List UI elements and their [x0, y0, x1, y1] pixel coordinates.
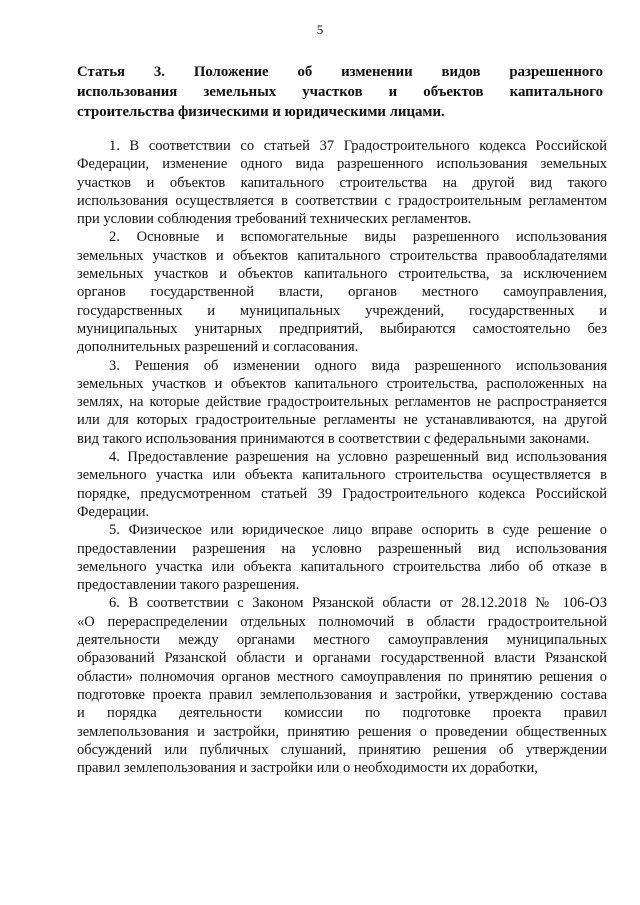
paragraph-line: муниципальных унитарных предприятий, выбираются самостоятельно без [77, 320, 607, 337]
paragraph-line: области» полномочия органов местного самоуправления по принятию решения о [77, 668, 607, 685]
paragraph-3 [77, 357, 607, 448]
paragraph-line: земельных участков и объектов капитального строительства правообладателями [77, 247, 607, 264]
paragraph-line: предоставлении такого разрешения. [77, 577, 300, 594]
paragraph-line: участков и объектов капитального строительства на другой вид такого [77, 174, 607, 191]
paragraph-line: 4. Предоставление разрешения на условно разрешенный вид использования [109, 449, 607, 466]
paragraph-line: 6. В соответствии с Законом Рязанской области от 28.12.2018 № 106-ОЗ [109, 595, 607, 612]
paragraph-line: и порядка деятельности комиссии по подготовке проекта правил [77, 705, 607, 722]
paragraph-line: предоставлении разрешения на условно разрешенный вид использования [77, 540, 607, 557]
paragraph-4 [77, 448, 607, 521]
paragraph-line: земельного участка или объекта капитального строительства либо об отказе в [77, 558, 607, 575]
paragraph-line: при условии соблюдения требований технических регламентов. [77, 211, 472, 228]
paragraph-line: государственных и муниципальных учреждений, государственных и [77, 302, 607, 319]
paragraph-line: «О перераспределении отдельных полномочий в области градостроительной [77, 613, 607, 630]
paragraph-line: Федерации, изменение одного вида разрешенного использования земельных [77, 156, 607, 173]
heading-line: Статья 3. Положение об изменении видов разрешенного [77, 64, 603, 80]
paragraph-line: 5. Физическое или юридическое лицо вправе оспорить в суде решение о [109, 522, 607, 539]
paragraph-line: землях, на которые действие градостроительных регламентов не распространяется [77, 394, 607, 411]
paragraph-line: земельного участка или объекта капитального строительства осуществляется в [77, 467, 607, 484]
paragraph-line: органов государственной власти, органов местного самоуправления, [77, 284, 607, 301]
paragraph-line: земельных участков и объектов капитального строительства, расположенных на [77, 375, 607, 392]
paragraph-1 [77, 137, 607, 228]
paragraph-line: 3. Решения об изменении одного вида разрешенного использования [109, 357, 607, 374]
paragraph-line: деятельности между органами местного самоуправления муниципальных [77, 632, 607, 649]
page-number: 5 [316, 22, 324, 37]
paragraph-line: использования осуществляется в соответствии с градостроительным регламентом [77, 192, 607, 209]
paragraph-line: 2. Основные и вспомогательные виды разрешенного использования [109, 229, 607, 246]
paragraph-line: обсуждений или публичных слушаний, принятию решения об утверждении [77, 741, 607, 758]
paragraph-line: дополнительных разрешений и согласования. [77, 339, 359, 356]
paragraph-line: вид такого использования принимаются в соответствии с федеральными законами. [77, 430, 590, 447]
paragraph-6 [77, 594, 607, 777]
heading-line: использования земельных участков и объектов капитального [77, 84, 603, 100]
paragraph-line: порядке, предусмотренном статьей 39 Градостроительного кодекса Российской [77, 485, 607, 502]
paragraph-line: образований Рязанской области и органами государственной власти Рязанской [77, 650, 607, 667]
article-heading [77, 62, 603, 122]
paragraph-line: Федерации. [77, 503, 150, 520]
paragraph-2 [77, 228, 607, 356]
article-body [77, 137, 607, 777]
paragraph-line: 1. В соответствии со статьей 37 Градостроительного кодекса Российской [109, 138, 607, 154]
paragraph-line: подготовке проекта правил землепользования и застройки, утверждению состава [77, 686, 607, 703]
paragraph-line: или для которых градостроительные регламенты не устанавливаются, на другой [77, 412, 607, 429]
paragraph-line: землепользования и застройки, принятию решения о проведении общественных [77, 723, 607, 740]
paragraph-5 [77, 521, 607, 594]
paragraph-line: земельных участков и объектов капитального строительства, за исключением [77, 266, 607, 283]
heading-line: строительства физическими и юридическими лицами. [77, 104, 445, 120]
paragraph-line: правил землепользования и застройки или о необходимости их доработки, [77, 760, 538, 777]
